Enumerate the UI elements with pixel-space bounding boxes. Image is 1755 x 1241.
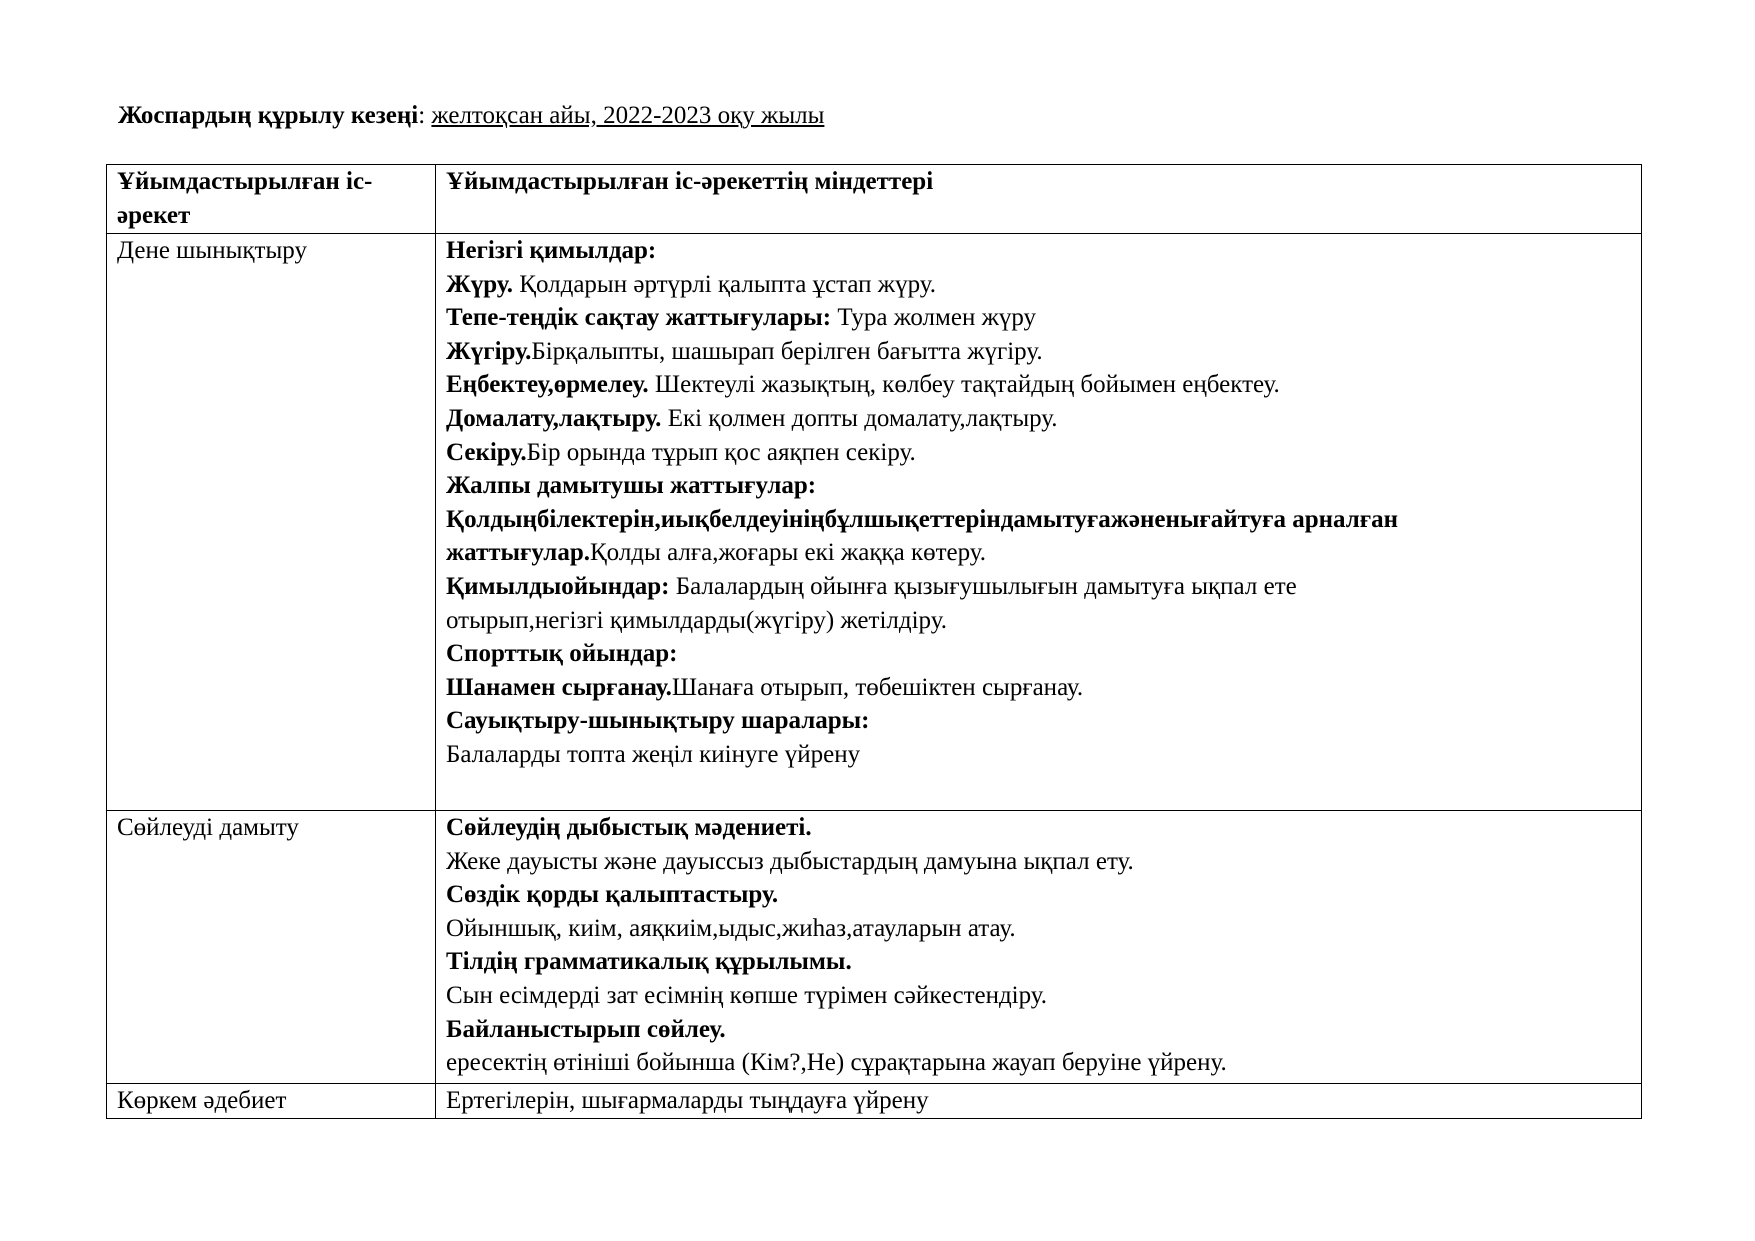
tasks-cell [436,811,1642,1084]
task-line: Жеке дауысты және дауыссыз дыбыстардың дамуына ықпал ету. [446,847,1134,875]
column-header-tasks [436,165,1642,234]
table-header-row [107,165,1642,234]
task-line: Сауықтыру-шынықтыру шаралары: [446,707,870,735]
tasks-cell [436,1084,1642,1119]
task-line: ересектің өтініші бойынша (Кім?,Не) сұрақтарына жауап беруіне үйрену. [446,1049,1227,1077]
task-line: Еңбектеу,өрмелеу. Шектеулі жазықтың, көлбеу тақтайдың бойымен еңбектеу. [446,371,1280,399]
task-line: Сөйлеудің дыбыстық мәдениеті. [446,814,812,841]
column-header-activity [107,165,436,234]
task-line: Сын есімдерді зат есімнің көпше түрімен сәйкестендіру. [446,981,1048,1009]
task-line: Негізгі қимылдар: [446,237,657,264]
column-header-activity-line: Ұйымдастырылған іс- [117,168,373,195]
task-line: Спорттық ойындар: [446,640,678,668]
plan-period-colon: : [418,102,432,129]
task-line: Шанамен сырғанау.Шанаға отырып, төбешіктен сырғанау. [446,673,1084,701]
task-line: Жүгіру.Бірқалыпты, шашырап берілген бағытта жүгіру. [446,337,1043,365]
task-line: Ойыншық, киім, аяқкиім,ыдыс,жиһаз,атауларын атау. [446,914,1016,942]
task-line: Сөздік қорды қалыптастыру. [446,881,779,909]
task-line: Байланыстырып сөйлеу. [446,1015,726,1043]
activity-plan-table [106,164,1642,1119]
plan-period-value: желтоқсан айы, 2022-2023 оқу жылы [431,102,825,129]
table-row-literature [107,1084,1642,1119]
plan-period-label: Жоспардың құрылу кезеңі [118,102,419,129]
column-header-activity-line: әрекет [117,201,191,229]
task-line: Ертегілерін, шығармаларды тыңдауға үйрену [446,1087,929,1114]
task-line: Домалату,лақтыру. Екі қолмен допты домалату,лақтыру. [446,404,1058,432]
plan-period-header [118,99,824,132]
table-row-speech-development [107,811,1642,1084]
task-line: Тепе-теңдік сақтау жаттығулары: Тура жолмен жүру [446,304,1037,332]
task-line: жаттығулар.Қолды алға,жоғары екі жаққа көтеру. [446,539,987,567]
task-line: Жалпы дамытушы жаттығулар: [446,472,817,500]
task-line: отырып,негізгі қимылдарды(жүгіру) жетілдіру. [446,606,947,634]
activity-cell: Сөйлеуді дамыту [107,811,436,1084]
task-line: Тілдің грамматикалық құрылымы. [446,948,852,976]
tasks-cell [436,234,1642,811]
activity-cell: Дене шынықтыру [107,234,436,811]
column-header-tasks-text: Ұйымдастырылған іс-әрекеттің міндеттері [446,168,934,195]
activity-cell: Көркем әдебиет [107,1084,436,1119]
task-line: Қимылдыойындар: Балалардың ойынға қызығушылығын дамытуға ықпал ете [446,572,1297,600]
task-line: Секіру.Бір орында тұрып қос аяқпен секіру. [446,438,916,466]
table-row-physical-education [107,234,1642,811]
task-line: Балаларды топта жеңіл киінуге үйрену [446,740,861,768]
task-line: Қолдыңбілектерін,иықбелдеуініңбұлшықеттеріндамытуғажәненығайтуға арналған [446,505,1399,533]
task-line: Жүру. Қолдарын әртүрлі қалыпта ұстап жүру. [446,270,936,298]
